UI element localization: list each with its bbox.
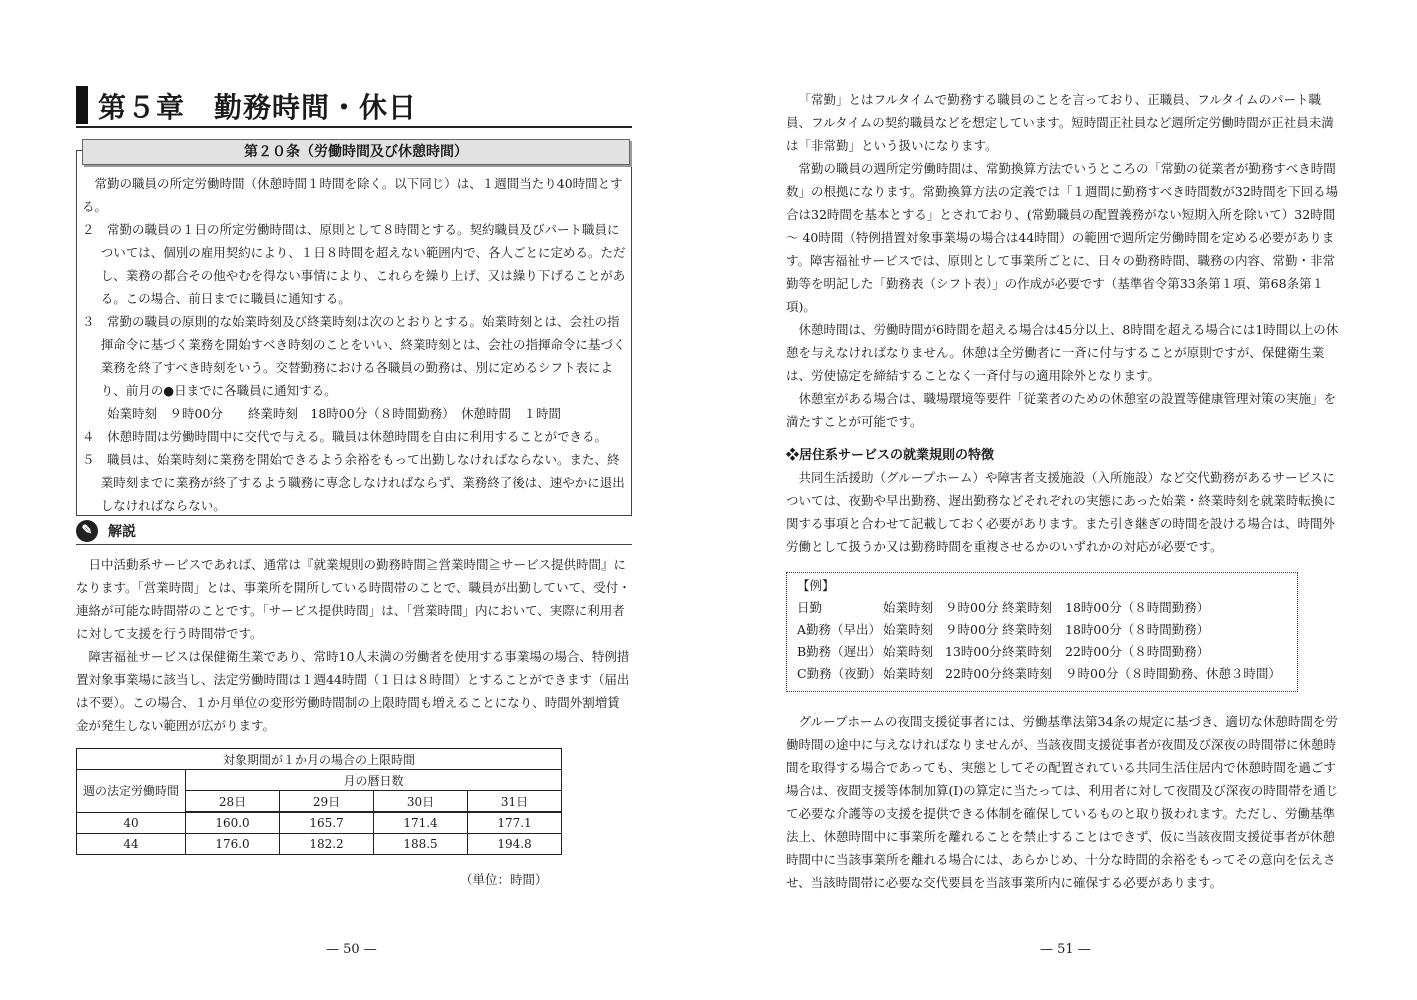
divider <box>76 544 632 545</box>
column-header: 30日 <box>374 791 468 813</box>
chapter-marker <box>76 86 88 124</box>
shift-name: C勤務（夜勤） <box>797 666 882 681</box>
start-time: ９時00分 <box>945 600 999 615</box>
body-paragraph: 障害福祉サービスは保健衛生業であり、常時10人未満の労働者を使用する事業場の場合、特例措置対象事業場に該当し、法定労働時間は１週44時間（１日は８時間）とすることができます（届出は不要）。この場合、１か月単位の変形労働時間制の上限時間も増えることになり、時間外割増賃金が発生しない範囲が広がります。 <box>76 649 630 733</box>
article-paragraph: ４ 休憩時間は労働時間中に交代で与える。職員は休憩時間を自由に利用することができる。 <box>82 429 608 444</box>
start-time: 22時00分 <box>945 666 1002 681</box>
body-paragraph: 日中活動系サービスであれば、通常は『就業規則の勤務時間≧営業時間≧サービス提供時間』になります。「営業時間」とは、事業所を開所している時間帯のことで、職員が出勤していて、受付・連絡が可能な時間帯のことです。「サービス提供時間」は、「営業時間」内において、実際に利用者に対して支援を行う時間帯です。 <box>76 557 631 641</box>
article-title: 第２０条（労働時間及び休憩時間） <box>82 139 630 165</box>
table-row <box>77 812 562 834</box>
row-header: 週の法定労働時間 <box>77 770 186 813</box>
upper-limit-table <box>76 748 562 855</box>
end-time: 22時00分（８時間勤務） <box>1065 644 1210 659</box>
example-title: 【例】 <box>797 578 835 593</box>
pen-icon: ✎ <box>76 520 98 542</box>
shift-name: B勤務（遅出） <box>797 644 882 659</box>
start-label: 始業時刻 <box>883 666 934 681</box>
article-paragraph: ５ 職員は、始業時刻に業務を開始できるよう余裕をもって出勤しなければならない。また、終業時刻までに業務が終了するよう職務に専念しなければならず、業務終了後は、速やかに退出しなければならない。 <box>82 452 625 513</box>
table-cell: 177.1 <box>468 812 562 834</box>
article-paragraph: ２ 常勤の職員の１日の所定労働時間は、原則として８時間とする。契約職員及びパート職員については、個別の雇用契約により、１日８時間を超えない範囲内で、各人ごとに定める。ただし、業務の都合その他やむを得ない事情により、これらを繰り上げ、又は繰り下げることがある。この場合、前日までに職員に通知する。 <box>82 222 626 306</box>
row-label: 40 <box>77 812 186 834</box>
table-unit: （単位：時間） <box>460 872 548 887</box>
page-number: — 50 — <box>326 942 377 957</box>
shift-name: 日勤 <box>797 600 823 615</box>
shift-name: A勤務（早出） <box>797 622 882 637</box>
column-header: 31日 <box>468 791 562 813</box>
table-cell: 176.0 <box>186 834 280 855</box>
body-paragraph: 休憩室がある場合は、職場環境等要件「従業者のための休憩室の設置等健康管理対策の実施」を満たすことが可能です。 <box>786 391 1337 429</box>
table-cell: 182.2 <box>280 834 374 855</box>
chapter-title: 第５章 勤務時間・休日 <box>98 91 418 124</box>
table-row <box>77 834 562 855</box>
example-box <box>786 572 1298 692</box>
explanation-text <box>76 553 632 737</box>
table-cell: 160.0 <box>186 812 280 834</box>
article-schedule: 始業時刻 ９時00分 終業時刻 18時00分（８時間勤務） 休憩時間 １時間 <box>107 406 561 421</box>
start-time: 13時00分 <box>945 644 1002 659</box>
section-text <box>786 466 1342 558</box>
table-caption: 対象期間が１か月の場合の上限時間 <box>77 749 562 770</box>
section-heading: ❖居住系サービスの就業規則の特徴 <box>786 448 995 463</box>
column-header: 29日 <box>280 791 374 813</box>
end-label: 終業時刻 <box>1002 600 1053 615</box>
start-label: 始業時刻 <box>883 600 934 615</box>
table-cell: 165.7 <box>280 812 374 834</box>
article-paragraph: ３ 常勤の職員の原則的な始業時刻及び終業時刻は次のとおりとする。始業時刻とは、会社の指揮命令に基づく業務を開始すべき時刻のことをいい、終業時刻とは、会社の指揮命令に基づく業務を終了すべき時刻をいう。交替勤務における各職員の勤務は、別に定めるシフト表により、前月の●日までに各職員に通知する。 <box>82 314 626 398</box>
page-number: — 51 — <box>1040 942 1091 957</box>
right-top-text <box>786 88 1342 433</box>
kaisetsu-label: 解説 <box>108 524 136 540</box>
start-time: ９時00分 <box>945 622 999 637</box>
start-label: 始業時刻 <box>883 644 934 659</box>
right-bottom-text <box>786 710 1342 894</box>
chapter-header <box>76 84 632 128</box>
end-label: 終業時刻 <box>1002 666 1053 681</box>
left-page <box>0 0 708 1000</box>
end-label: 終業時刻 <box>1002 644 1053 659</box>
table-cell: 194.8 <box>468 834 562 855</box>
body-paragraph: 「常勤」とはフルタイムで勤務する職員のことを言っており、正職員、フルタイムのパート職員、フルタイムの契約職員などを想定しています。短時間正社員など週所定労働時間が正社員未満は「非常勤」という扱いになります。 <box>786 92 1334 153</box>
article-body <box>82 172 626 517</box>
body-paragraph: 休憩時間は、労働時間が6時間を超える場合は45分以上、8時間を超える場合には1時間以上の休憩を与えなければなりません。休憩は全労働者に一斉に付与することが原則ですが、保健衛生業は、労使協定を締結することなく一斉付与の適用除外となります。 <box>786 322 1339 383</box>
column-group-header: 月の暦日数 <box>186 770 562 791</box>
kaisetsu-heading <box>76 520 136 544</box>
row-label: 44 <box>77 834 186 855</box>
body-paragraph: 常勤の職員の週所定労働時間は、常勤換算方法でいうところの「常勤の従業者が勤務すべき時間数」の根拠になります。常勤換算方法の定義では「１週間に勤務すべき時間数が32時間を下回る場合は32時間を基本とする」とされており、(常勤職員の配置義務がない短期入所を除いて）32時間～ 40時間（特例措置対象事業場の場合は44時間）の範囲で週所定労働時間を定める必要があります。障害福祉サービスでは、原則として事業所ごとに、日々の勤務時間、職務の内容、常勤・非常勤等を明記した「勤務表（シフト表）」の作成が必要です（基準省令第33条第１項、第68条第１項)。 <box>786 161 1339 314</box>
start-label: 始業時刻 <box>883 622 934 637</box>
column-header: 28日 <box>186 791 280 813</box>
body-paragraph: グループホームの夜間支援従事者には、労働基準法第34条の規定に基づき、適切な休憩時間を労働時間の途中に与えなければなりませんが、当該夜間支援従事者が夜間及び深夜の時間帯に休憩時間を取得する場合であっても、実態としてその配置されている共同生活住居内で休憩時間を過ごす場合は、夜間支援等体制加算(I)の算定に当たっては、利用者に対して夜間及び深夜の時間帯を通じて必要な介護等の支援を提供できる体制を確保しているものと取り扱われます。ただし、労働基準法上、休憩時間中に事業所を離れることを禁止することはできず、仮に当該夜間支援従事者が休憩時間中に当該事業所を離れる場合には、あらかじめ、十分な時間的余裕をもってその意向を伝えさせ、当該時間帯に必要な交代要員を当該事業所内に確保する必要があります。 <box>786 714 1339 890</box>
table-cell: 171.4 <box>374 812 468 834</box>
end-time: ９時00分（８時間勤務、休憩３時間） <box>1065 666 1281 681</box>
end-time: 18時00分（８時間勤務） <box>1065 622 1210 637</box>
end-label: 終業時刻 <box>1002 622 1053 637</box>
body-paragraph: 共同生活援助（グループホーム）や障害者支援施設（入所施設）など交代勤務があるサービスについては、夜勤や早出勤務、遅出勤務などそれぞれの実態にあった始業・終業時刻を就業時転換に関する事項と合わせて記載しておく必要があります。また引き継ぎの時間を設ける場合は、時間外労働として扱うか又は勤務時間を重複させるかのいずれかの対応が必要です。 <box>786 470 1336 554</box>
table-cell: 188.5 <box>374 834 468 855</box>
end-time: 18時00分（８時間勤務） <box>1065 600 1210 615</box>
article-paragraph: 常勤の職員の所定労働時間（休憩時間１時間を除く。以下同じ）は、１週間当たり40時間とする。 <box>82 176 623 214</box>
